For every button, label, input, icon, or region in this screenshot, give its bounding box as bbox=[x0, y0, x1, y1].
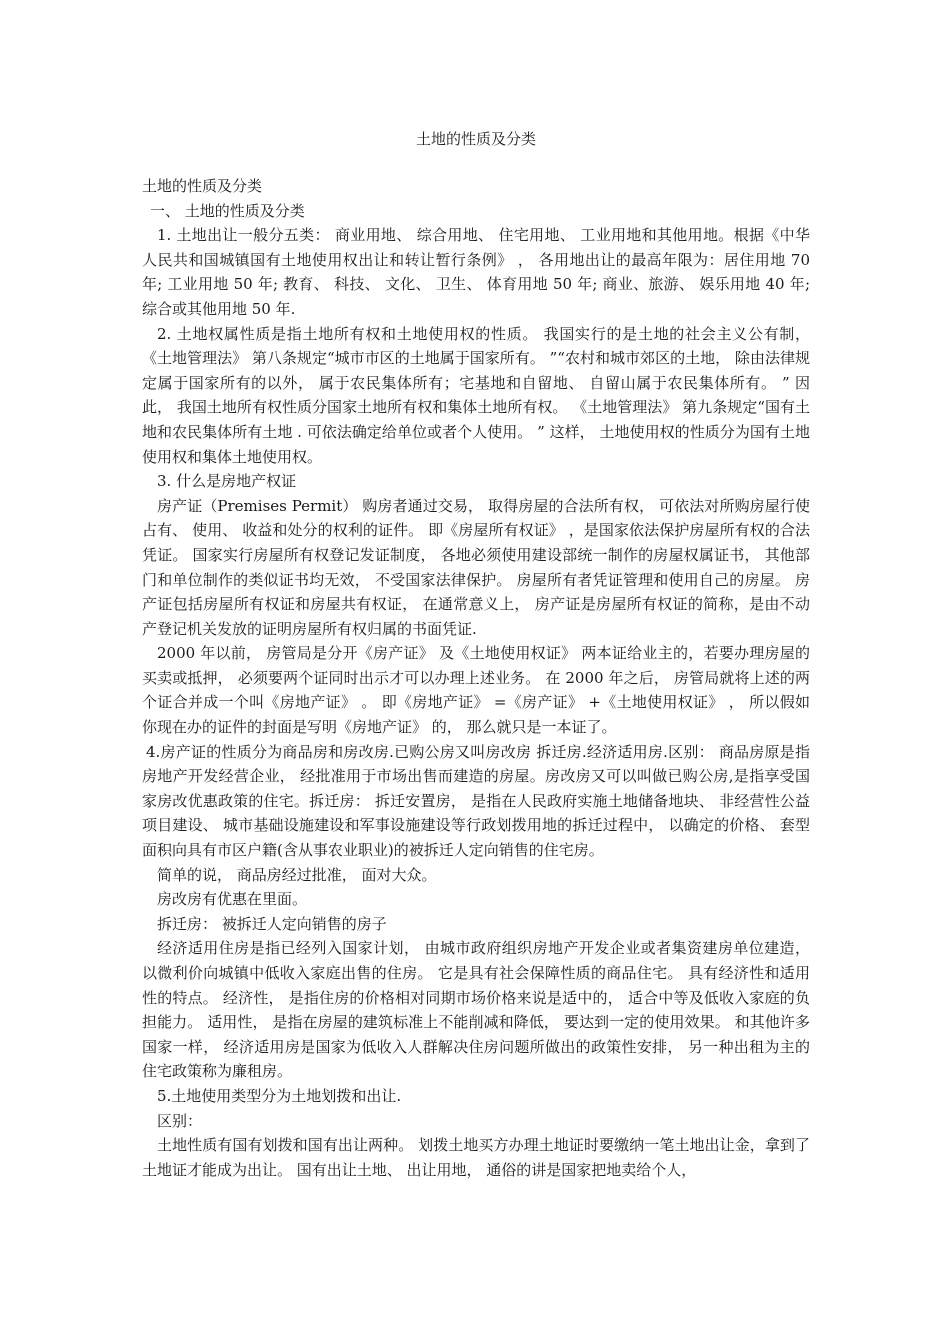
paragraph-summary-relocation: 拆迁房： 被拆迁人定向销售的房子 bbox=[157, 914, 387, 933]
paragraph-summary-commercial: 简单的说， 商品房经过批准， 面对大众。 bbox=[157, 865, 437, 884]
paragraph-difference-label: 区别： bbox=[157, 1111, 203, 1130]
paragraph-land-use-types: 5.土地使用类型分为土地划拨和出让. bbox=[157, 1086, 402, 1105]
document-body bbox=[142, 174, 810, 1182]
paragraph-affordable-housing: 经济适用住房是指已经列入国家计划， 由城市政府组织房地产开发企业或者集资建房单位建造， 以微利价向城镇中低收入家庭出售的住房。 它是具有社会保障性质的商品住宅。 具有经济性和适用性的特点。 经济性， 是指住房的价格相对同期市场价格来说是适中的， 适合中等及低收入家庭的负担能力。 适用性， 是指在房屋的建筑标准上不能削减和降低， 要达到一定的使用效果。 和其他许多国家一样， 经济适用房是国家为低收入人群解决住房问题所做出的政策性安排， 另一种出租为主的住宅政策称为廉租房。 bbox=[142, 939, 810, 1081]
paragraph-certificate-merge: 2000 年以前， 房管局是分开《房产证》 及《土地使用权证》 两本证给业主的，若要办理房屋的买卖或抵押， 必须要两个证同时出示才可以办理上述业务。 在 2000 年之后， 房管局就将上述的两个证合并成一个叫《房地产证》 。 即《房地产证》 =《房产证》 +《土地使用权证》 ， 所以假如你现在办的证件的封面是写明《房地产证》 的， 那么就只是一本证了。 bbox=[142, 644, 810, 737]
paragraph-land-transfer-types: 1. 土地出让一般分五类： 商业用地、 综合用地、 住宅用地、 工业用地和其他用地。根据《中华人民共和国城镇国有土地使用权出让和转让暂行条例》 ， 各用地出让的最高年限为：居住用地 70 年; 工业用地 50 年; 教育、 科技、 文化、 卫生、 体育用地 50 年; 商业、旅游、 娱乐用地 40 年; 综合或其他用地 50 年. bbox=[142, 226, 810, 318]
paragraph-land-nature: 土地性质有国有划拨和国有出让两种。 划拨土地买方办理土地证时要缴纳一笔土地出让金，拿到了土地证才能成为出让。 国有出让土地、 出让用地， 通俗的讲是国家把地卖给个人， bbox=[142, 1136, 810, 1179]
paragraph-heading-property-certificate: 3. 什么是房地产权证 bbox=[157, 472, 297, 491]
paragraph-premises-permit: 房产证（Premises Permit） 购房者通过交易， 取得房屋的合法所有权， 可依法对所购房屋行使占有、 使用、 收益和处分的权利的证件。 即《房屋所有权证》 ，是国家依法保护房屋所有权的合法凭证。 国家实行房屋所有权登记发证制度， 各地必须使用建设部统一制作的房屋权属证书， 其他部门和单位制作的类似证书均无效， 不受国家法律保护。 房屋所有者凭证管理和使用自己的房屋。 房产证包括房屋所有权证和房屋共有权证， 在通常意义上， 房产证是房屋所有权证的简称，是由不动产登记机关发放的证明房屋所有权归属的书面凭证. bbox=[142, 496, 810, 638]
paragraph-section-heading: 一、 土地的性质及分类 bbox=[150, 201, 305, 220]
document-title: 土地的性质及分类 bbox=[415, 130, 536, 148]
paragraph-housing-types: 4.房产证的性质分为商品房和房改房.已购公房又叫房改房 拆迁房.经济适用房.区别： 商品房原是指房地产开发经营企业， 经批准用于市场出售而建造的房屋。房改房又可以叫做已购公房,是指享受国家房改优惠政策的住宅。拆迁房： 拆迁安置房， 是指在人民政府实施土地储备地块、 非经营性公益项目建设、 城市基础设施建设和军事设施建设等行政划拨用地的拆迁过程中， 以确定的价格、 套型面积向具有市区户籍(含从事农业职业)的被拆迁人定向销售的住宅房。 bbox=[142, 742, 810, 860]
paragraph-land-ownership: 2. 土地权属性质是指土地所有权和土地使用权的性质。 我国实行的是土地的社会主义公有制， 《土地管理法》 第八条规定“城市市区的土地属于国家所有。 ”“农村和城市郊区的土地， 除由法律规定属于国家所有的以外， 属于农民集体所有；宅基地和自留地、 自留山属于农民集体所有。 ” 因此， 我国土地所有权性质分国家土地所有权和集体土地所有权。 《土地管理法》 第九条规定“国有土地和农民集体所有土地 . 可依法确定给单位或者个人使用。 ” 这样， 土地使用权的性质分为国有土地使用权和集体土地使用权。 bbox=[142, 324, 810, 466]
paragraph-summary-reform: 房改房有优惠在里面。 bbox=[157, 890, 308, 909]
paragraph-subtitle: 土地的性质及分类 bbox=[142, 177, 263, 195]
